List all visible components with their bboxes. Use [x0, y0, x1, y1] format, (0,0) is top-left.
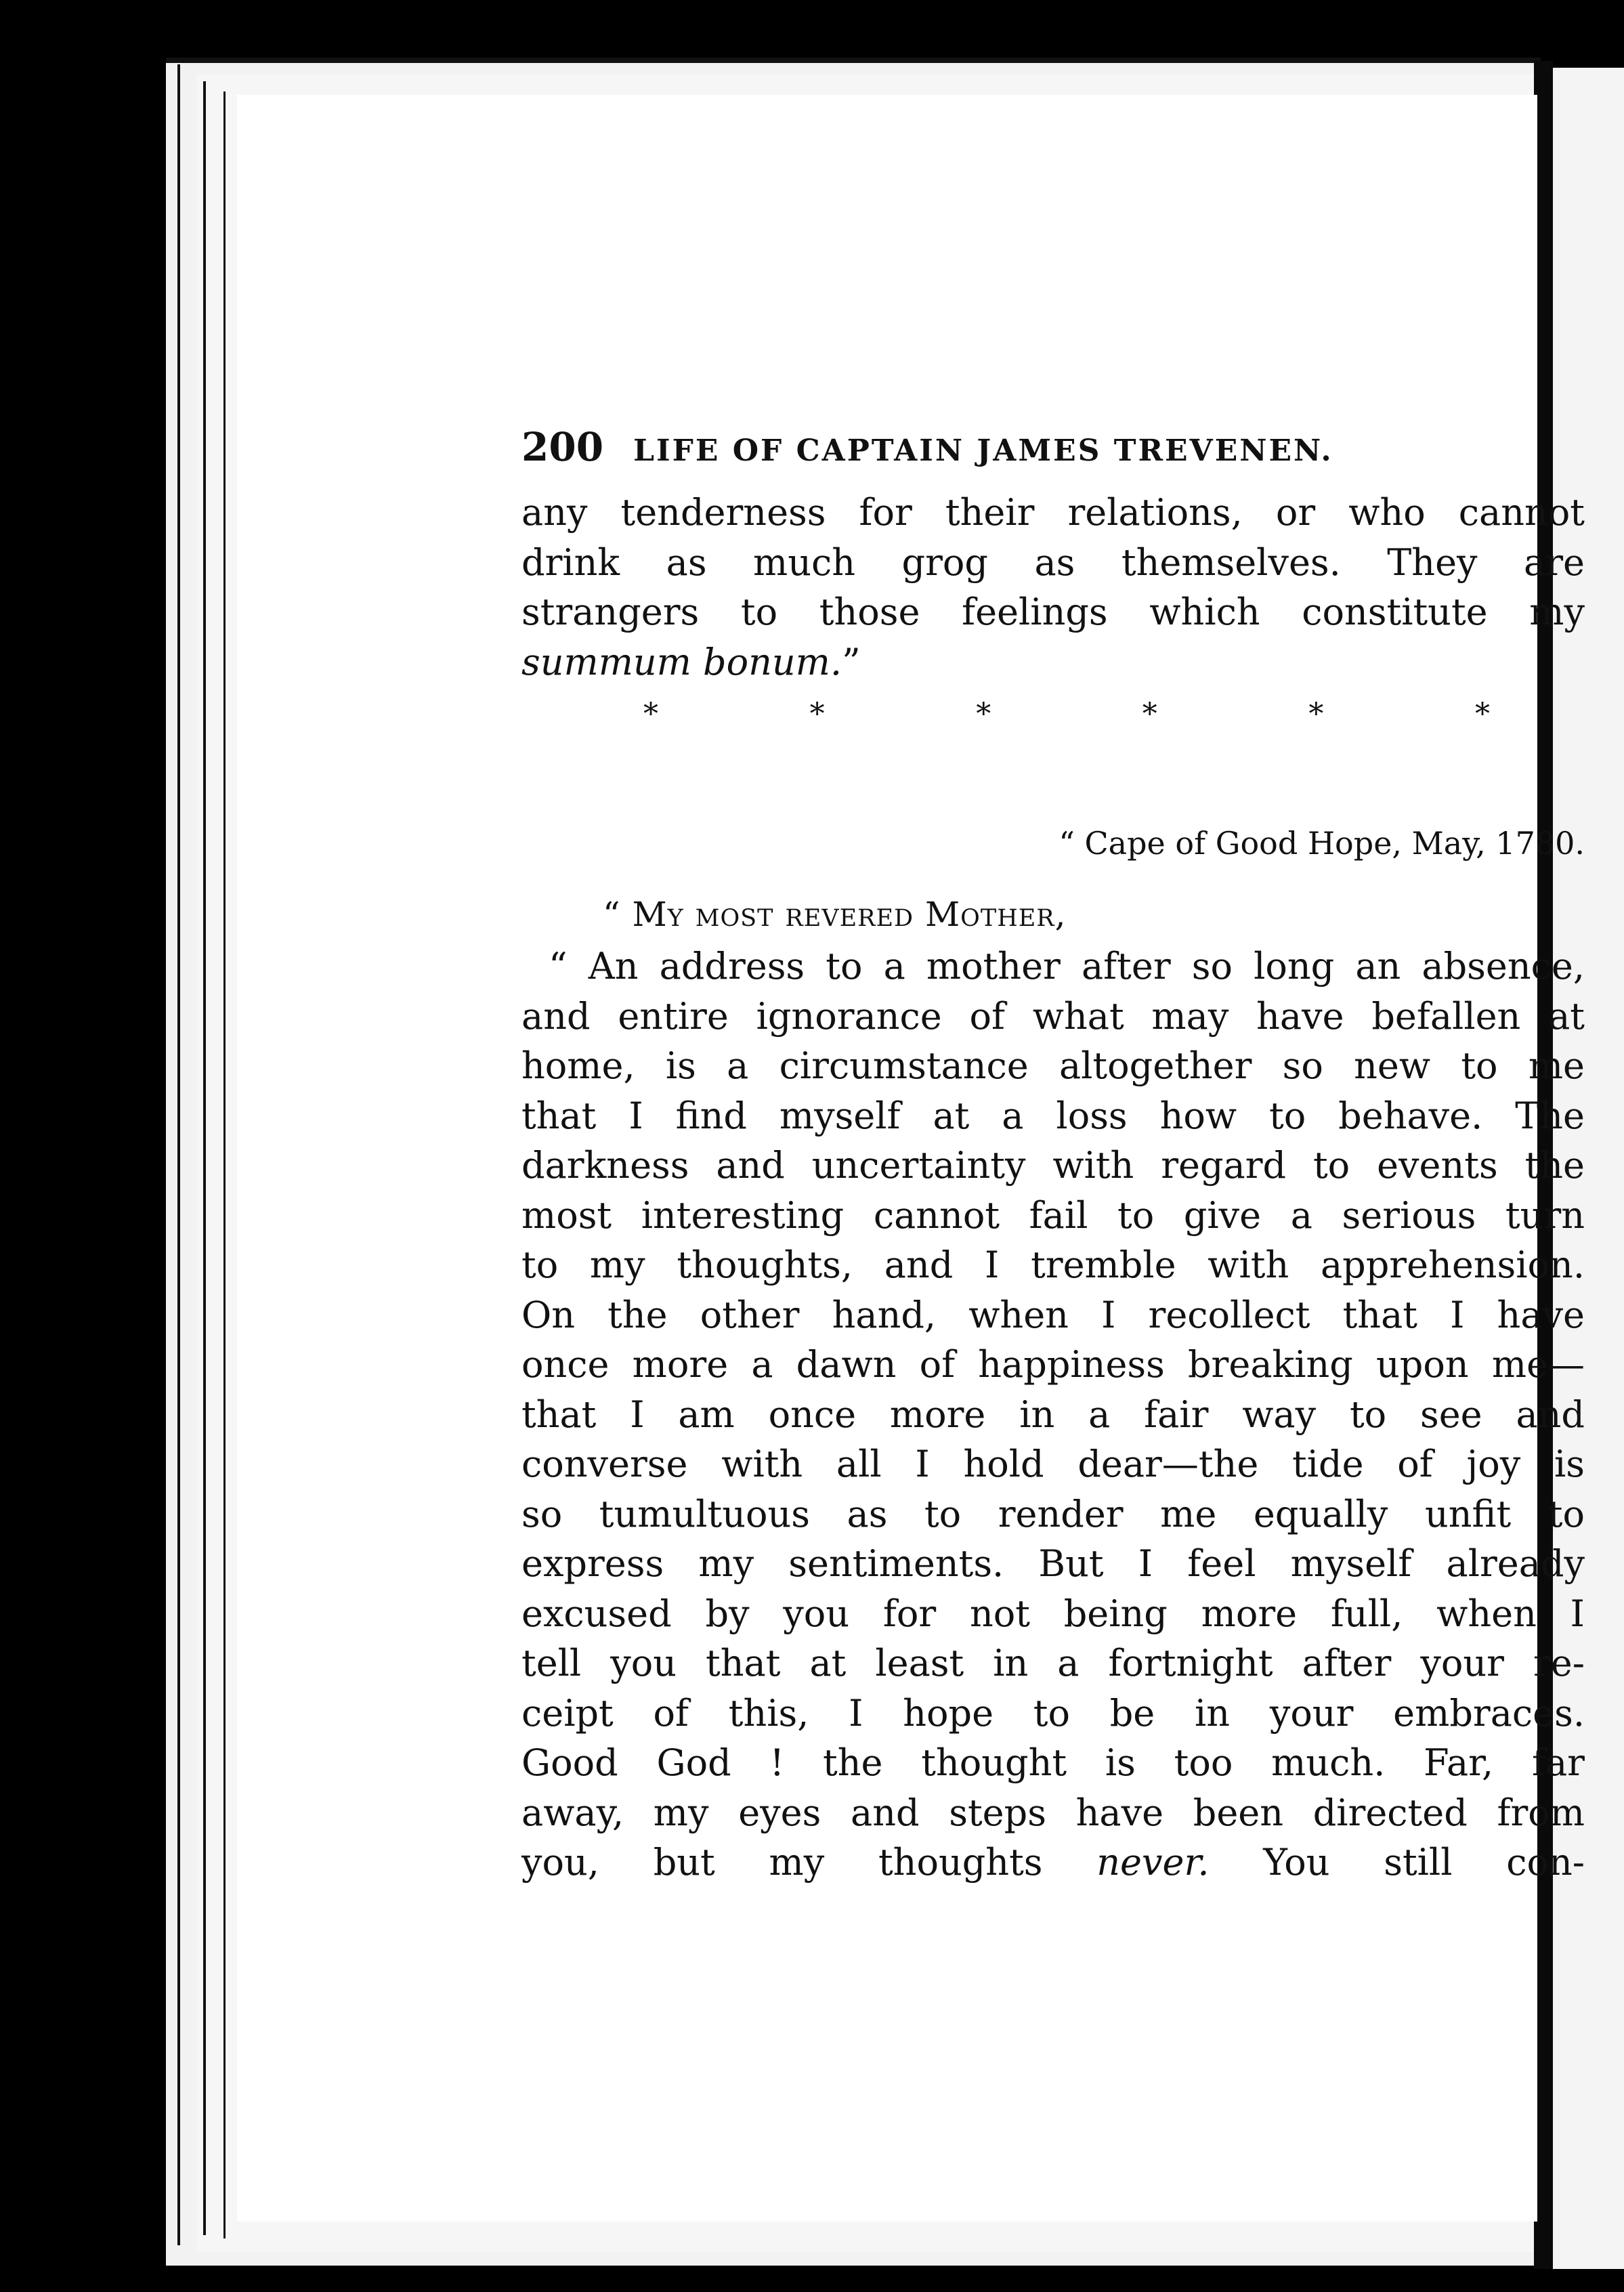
text-line: most interesting cannot fail to give a serious turn [521, 1193, 1585, 1237]
page-edge-line [203, 81, 206, 2235]
separator-star: * [1308, 697, 1324, 731]
text-run: You still con- [1263, 1841, 1585, 1884]
italic-word: never. [1096, 1841, 1210, 1884]
text-line: express my sentiments. But I feel myself already [521, 1542, 1585, 1585]
text-line: strangers to those feelings which constitute my [521, 591, 1585, 633]
text-line [521, 637, 1585, 687]
running-head [521, 424, 1585, 488]
text-line: once more a dawn of happiness breaking upon me— [521, 1343, 1585, 1386]
text-line: to my thoughts, and I tremble with apprehension. [521, 1244, 1585, 1286]
separator-star: * [643, 697, 658, 731]
top-page-edge [166, 58, 1541, 63]
book-page [237, 95, 1585, 2222]
separator-star: * [1474, 697, 1490, 731]
text-line: any tenderness for their relations, or who cannot [521, 491, 1585, 534]
text-line: so tumultuous as to render me equally unfit to [521, 1492, 1585, 1535]
text-line: that I am once more in a fair way to see and [521, 1393, 1585, 1436]
running-title: LIFE OF CAPTAIN JAMES TREVENEN. [633, 433, 1333, 468]
separator-star: * [1142, 697, 1157, 731]
section-separator [521, 691, 1585, 738]
text-line: home, is a circumstance altogether so new to me [521, 1044, 1585, 1087]
text-line: excused by you for not being more full, when I [521, 1592, 1585, 1635]
page-edge-line [177, 64, 180, 2245]
text-line: and entire ignorance of what may have befallen at [521, 994, 1585, 1038]
separator-star: * [809, 697, 825, 731]
text-line: “ An address to a mother after so long an absence, [549, 945, 1585, 988]
closing-quote: ” [842, 640, 861, 683]
letter-dateline: “ Cape of Good Hope, May, 1780. [1059, 825, 1585, 862]
text-line: On the other hand, when I recollect that I have [521, 1293, 1585, 1336]
latin-phrase: summum bonum. [521, 640, 842, 683]
text-line: converse with all I hold dear—the tide of joy is [521, 1443, 1585, 1485]
text-line: ceipt of this, I hope to be in your embraces. [521, 1691, 1585, 1735]
page-number: 200 [521, 424, 604, 470]
text-run: you, but my thoughts [521, 1841, 1043, 1884]
text-line: Good God ! the thought is too much. Far, far [521, 1741, 1585, 1784]
text-line: darkness and uncertainty with regard to events the [521, 1144, 1585, 1187]
text-line: that I find myself at a loss how to behave. The [521, 1094, 1585, 1137]
text-line [521, 1838, 1585, 1888]
separator-star: * [976, 697, 991, 731]
text-line: drink as much grog as themselves. They are [521, 540, 1585, 584]
page-text [521, 424, 1585, 1888]
text-line: tell you that at least in a fortnight after your re- [521, 1642, 1585, 1684]
page-edge-line [223, 91, 226, 2238]
letter-salutation: “ My most revered Mother, [603, 895, 1067, 934]
text-line: away, my eyes and steps have been directed from [521, 1791, 1585, 1834]
